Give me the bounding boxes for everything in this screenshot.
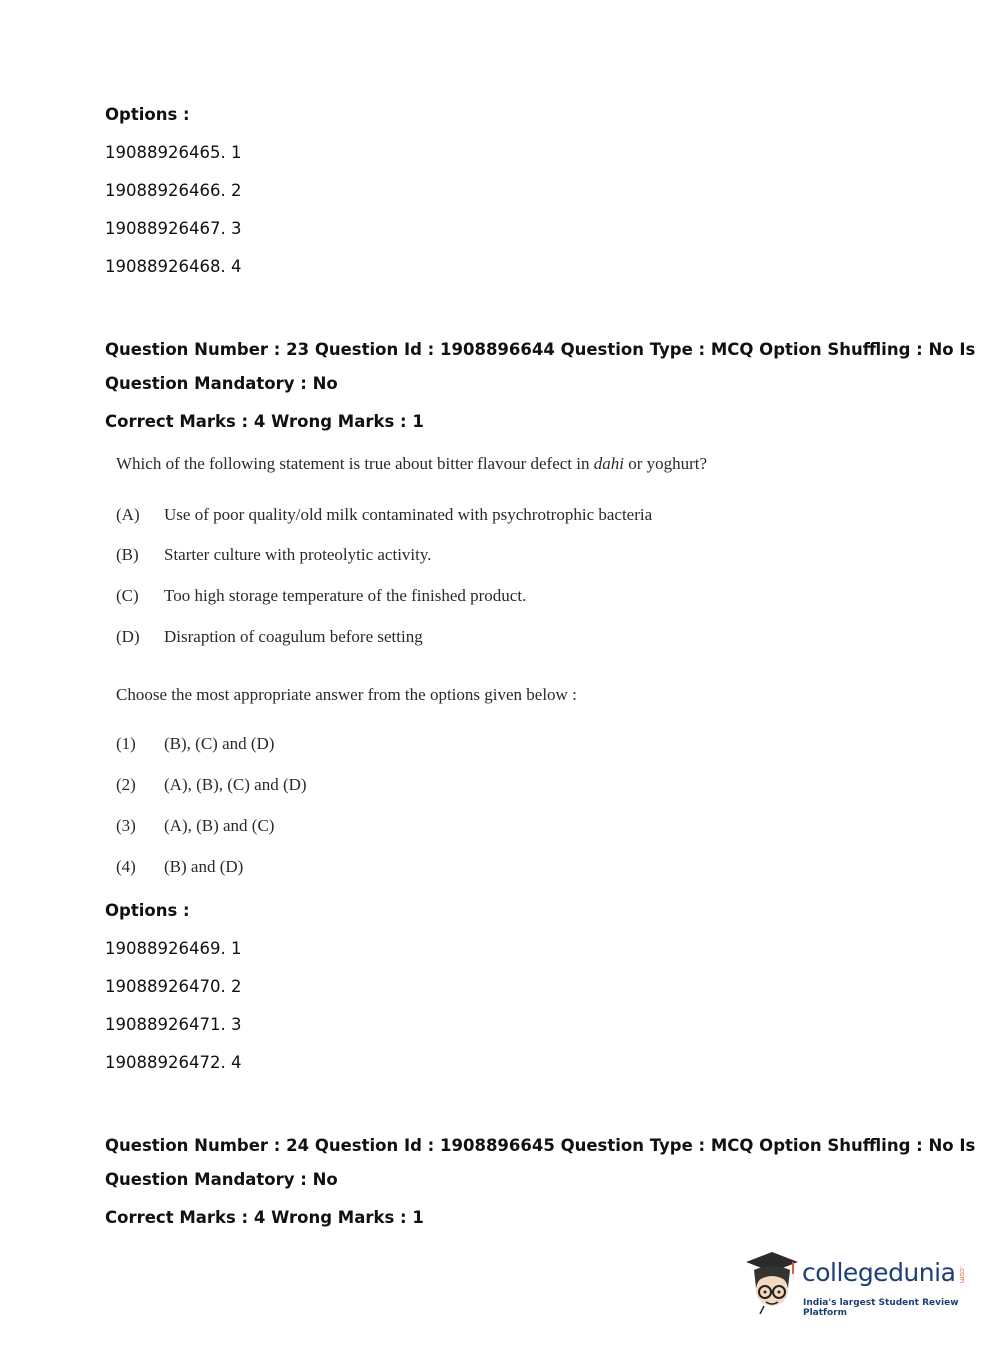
option-item: 19088926470. 2 xyxy=(105,977,242,996)
question-marks: Correct Marks : 4 Wrong Marks : 1 xyxy=(105,1208,424,1227)
choice-text: (A), (B), (C) and (D) xyxy=(164,775,307,794)
option-item: 19088926469. 1 xyxy=(105,939,242,958)
question-marks: Correct Marks : 4 Wrong Marks : 1 xyxy=(105,412,424,431)
logo-com: .com xyxy=(958,1266,966,1284)
statement-label: (A) xyxy=(116,505,140,524)
logo-name: collegedunia xyxy=(802,1258,956,1287)
choice-text: (A), (B) and (C) xyxy=(164,816,275,835)
option-item: 19088926466. 2 xyxy=(105,181,242,200)
choose-instruction: Choose the most appropriate answer from the options given below : xyxy=(116,685,577,704)
question-mandatory: Question Mandatory : No xyxy=(105,374,338,393)
option-item: 19088926465. 1 xyxy=(105,143,242,162)
options-label: Options : xyxy=(105,901,190,920)
statement-label: (D) xyxy=(116,627,140,646)
option-item: 19088926468. 4 xyxy=(105,257,242,276)
question-mandatory: Question Mandatory : No xyxy=(105,1170,338,1189)
option-item: 19088926471. 3 xyxy=(105,1015,242,1034)
logo-tagline: India's largest Student Review Platform xyxy=(803,1298,959,1318)
mascot-icon xyxy=(742,1248,802,1314)
statement-text: Use of poor quality/old milk contaminated with psychrotrophic bacteria xyxy=(164,505,653,524)
options-label: Options : xyxy=(105,105,190,124)
question-stem: Which of the following statement is true about bitter flavour defect in dahi or yoghurt? xyxy=(116,454,708,473)
option-item: 19088926467. 3 xyxy=(105,219,242,238)
choice-label: (3) xyxy=(116,816,136,835)
statement-label: (B) xyxy=(116,545,139,564)
statement-label: (C) xyxy=(116,586,139,605)
choice-label: (2) xyxy=(116,775,136,794)
statement-text: Too high storage temperature of the finished product. xyxy=(164,586,527,605)
option-item: 19088926472. 4 xyxy=(105,1053,242,1072)
collegedunia-logo xyxy=(742,1248,972,1318)
choice-text: (B), (C) and (D) xyxy=(164,734,275,753)
statement-text: Starter culture with proteolytic activity. xyxy=(164,545,432,564)
choice-label: (4) xyxy=(116,857,136,876)
question-header: Question Number : 24 Question Id : 1908896645 Question Type : MCQ Option Shuffling : No Is xyxy=(105,1136,976,1155)
question-header: Question Number : 23 Question Id : 1908896644 Question Type : MCQ Option Shuffling : No Is xyxy=(105,340,976,359)
statement-text: Disraption of coagulum before setting xyxy=(164,627,423,646)
choice-label: (1) xyxy=(116,734,136,753)
choice-text: (B) and (D) xyxy=(164,857,244,876)
